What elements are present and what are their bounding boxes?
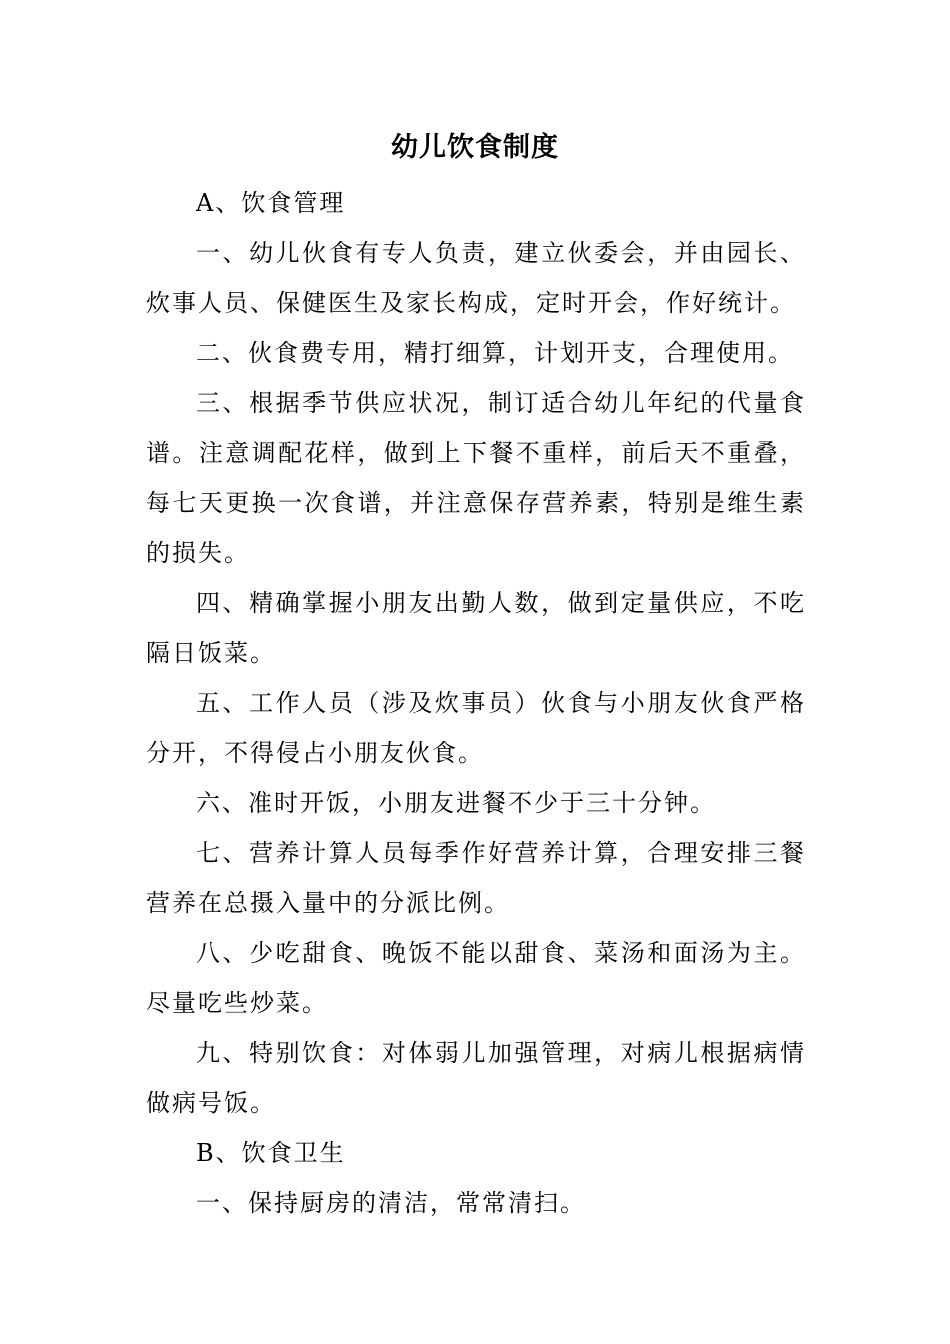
document-title: 幼儿饮食制度 <box>391 132 559 163</box>
section-heading-b: B、饮食卫生 <box>196 1139 346 1167</box>
paragraph: 一、幼儿伙食有专人负责，建立伙委会，并由园长、炊事人员、保健医生及家长构成，定时开会，作好统计。 <box>146 239 806 317</box>
paragraph: 八、少吃甜食、晚饭不能以甜食、菜汤和面汤为主。尽量吃些炒菜。 <box>146 939 806 1017</box>
paragraph: 一、保持厨房的清洁，常常清扫。 <box>196 1189 586 1217</box>
paragraph: 四、精确掌握小朋友出勤人数，做到定量供应，不吃隔日饭菜。 <box>146 589 806 667</box>
paragraph: 三、根据季节供应状况，制订适合幼儿年纪的代量食谱。注意调配花样，做到上下餐不重样，前后天不重叠，每七天更换一次食谱，并注意保存营养素，特别是维生素的损失。 <box>146 389 806 567</box>
paragraph: 九、特别饮食：对体弱儿加强管理，对病儿根据病情做病号饭。 <box>146 1039 806 1117</box>
document-body <box>146 178 806 1228</box>
paragraph: 二、伙食费专用，精打细算，计划开支，合理使用。 <box>196 339 794 367</box>
paragraph: 五、工作人员（涉及炊事员）伙食与小朋友伙食严格分开，不得侵占小朋友伙食。 <box>146 689 806 767</box>
section-heading-a: A、饮食管理 <box>196 189 346 217</box>
paragraph: 七、营养计算人员每季作好营养计算，合理安排三餐营养在总摄入量中的分派比例。 <box>146 839 806 917</box>
paragraph: 六、准时开饭，小朋友进餐不少于三十分钟。 <box>196 789 716 817</box>
